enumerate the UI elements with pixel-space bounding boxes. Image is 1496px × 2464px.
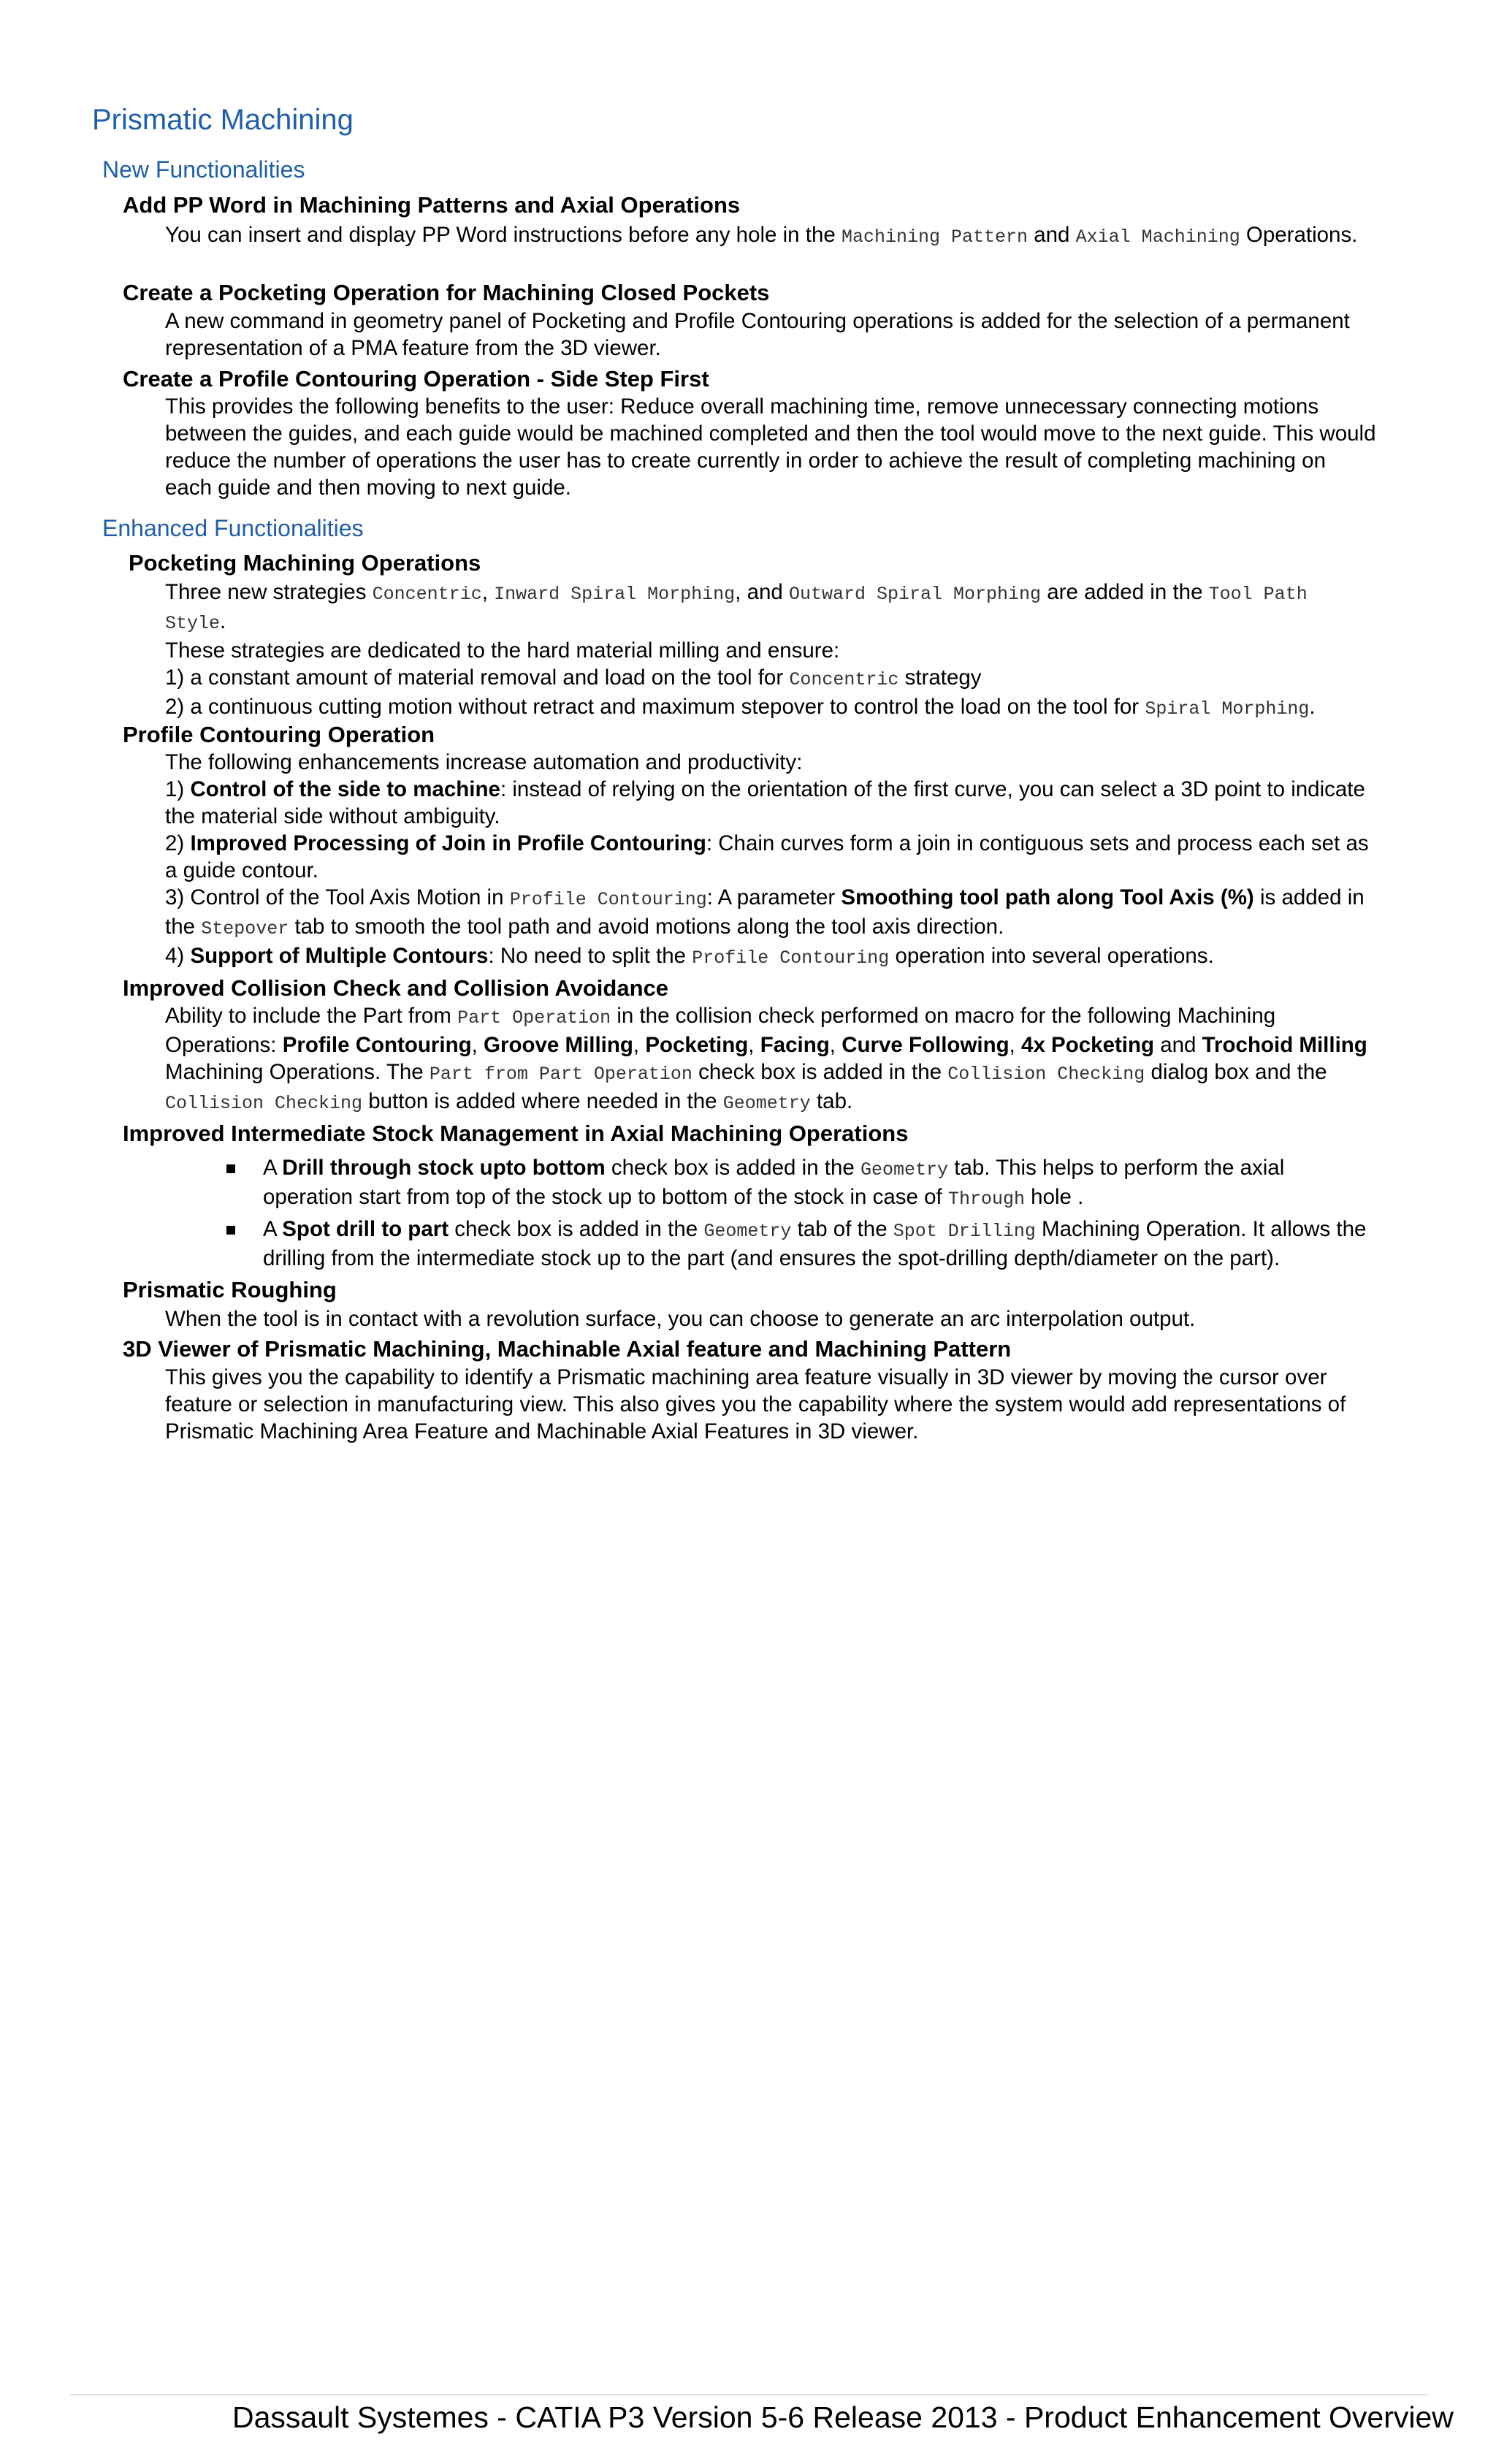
subheading-pp-word: Add PP Word in Machining Patterns and Axial Operations xyxy=(123,192,741,218)
section-heading-enhanced: Enhanced Functionalities xyxy=(102,515,364,541)
subheading-stock: Improved Intermediate Stock Management in Axial Machining Operations xyxy=(123,1121,909,1146)
paragraph-profile-contouring: The following enhancements increase automation and productivity: 1) Control of the side to machine: instead of relying on the orientation of the first curve, you can select a 3D point to indicate the material side without ambiguity. 2) Improved Processing of Join in Profile Contouring: Chain curves form a join in contiguous sets and process each set as a guide contour. 3) Control of the Tool Axis Motion in Profile Contouring: A parameter Smoothing tool path along Tool Axis (%) is added in the Stepover tab to smooth the tool path and avoid motions along the tool axis direction. 4) Support of Multiple Contours: No need to split the Profile Contouring operation into several operations. xyxy=(165,750,1369,969)
paragraph-3d-viewer: This gives you the capability to identify a Prismatic machining area feature visually in 3D viewer by moving the cursor over feature or selection in manufacturing view. This also gives you the capability where the system would add representations of Prismatic Machining Area Feature and Machinable Axial Features in 3D viewer. xyxy=(165,1365,1346,1443)
subheading-collision: Improved Collision Check and Collision Avoidance xyxy=(123,975,668,1001)
subheading-closed-pockets: Create a Pocketing Operation for Machining Closed Pockets xyxy=(123,280,770,305)
paragraph-roughing: When the tool is in contact with a revolution surface, you can choose to generate an arc interpolation output. xyxy=(165,1307,1196,1331)
bullet-square-icon xyxy=(226,1164,235,1173)
paragraph-pp-word: You can insert and display PP Word instructions before any hole in the Machining Pattern and Axial Machining Operations. xyxy=(165,223,1358,248)
subheading-side-step: Create a Profile Contouring Operation - Side Step First xyxy=(123,366,709,392)
paragraph-pocketing: Three new strategies Concentric, Inward Spiral Morphing, and Outward Spiral Morphing are added in the Tool Path Style. These strategies are dedicated to the hard material milling and ensure: 1) a constant amount of material removal and load on the tool for Concentric strategy 2) a continuous cutting motion without retract and maximum stepover to control the load on the tool for Spiral Morphing. xyxy=(165,580,1316,720)
list-item: A Drill through stock upto bottom check box is added in the Geometry tab. This helps to perform the axial operation start from top of the stock up to bottom of the stock in case of Through hole . xyxy=(226,1154,1373,1213)
list-item: A Spot drill to part check box is added in the Geometry tab of the Spot Drilling Machining Operation. It allows the drilling from the intermediate stock up to the part (and ensures the spot-drilling depth/diameter on the part). xyxy=(226,1216,1373,1272)
paragraph-closed-pockets: A new command in geometry panel of Pocketing and Profile Contouring operations is added for the selection of a permanent representation of a PMA feature from the 3D viewer. xyxy=(165,309,1350,360)
bullet-square-icon xyxy=(226,1226,235,1235)
paragraph-side-step: This provides the following benefits to the user: Reduce overall machining time, remove unnecessary connecting motions between the guides, and each guide would be machined completed and then the tool would move to the next guide. This would reduce the number of operations the user has to create currently in order to achieve the result of completing machining on each guide and then moving to next guide. xyxy=(165,394,1376,500)
subheading-3d-viewer: 3D Viewer of Prismatic Machining, Machinable Axial feature and Machining Pattern xyxy=(123,1336,1012,1362)
paragraph-collision: Ability to include the Part from Part Operation in the collision check performed on macro for the following Machining Operations: Profile Contouring, Groove Milling, Pocketing, Facing, Curve Following, 4x Pocketing and Trochoid Milling Machining Operations. The Part from Part Operation check box is added in the Collision Checking dialog box and the Collision Checking button is added where needed in the Geometry tab. xyxy=(165,1004,1367,1114)
stock-bullet-list xyxy=(226,1154,1373,1275)
section-heading-new: New Functionalities xyxy=(102,156,305,183)
subheading-pocketing: Pocketing Machining Operations xyxy=(129,550,481,576)
subheading-roughing: Prismatic Roughing xyxy=(123,1277,337,1302)
page-title: Prismatic Machining xyxy=(92,104,354,136)
page-footer: Dassault Systemes - CATIA P3 Version 5-6 Release 2013 - Product Enhancement Overview xyxy=(232,2400,1454,2434)
footer-divider xyxy=(70,2394,1427,2395)
subheading-profile-contouring: Profile Contouring Operation xyxy=(123,722,435,747)
